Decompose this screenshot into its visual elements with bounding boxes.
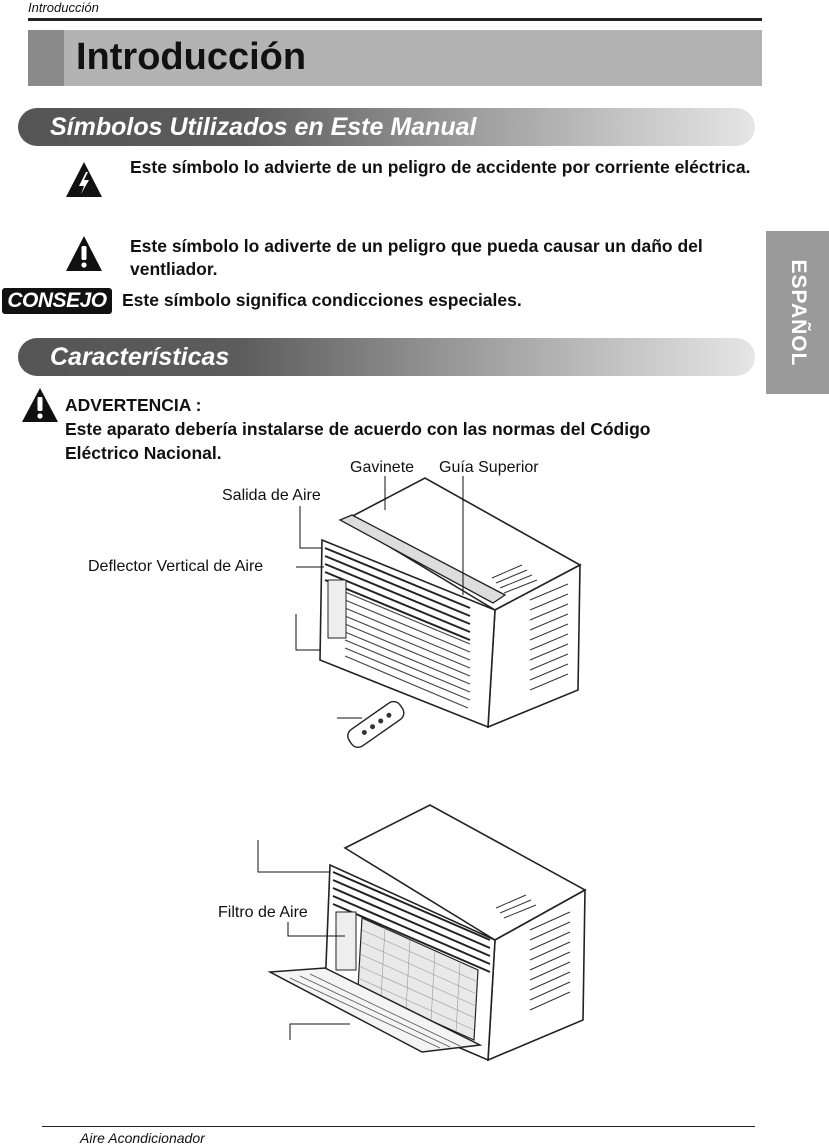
running-footer: Aire Acondicionador <box>80 1130 205 1146</box>
advertencia-line-1: Este aparato debería instalarse de acuerdo con las normas del Código <box>65 419 651 439</box>
consejo-badge: CONSEJO <box>2 288 112 314</box>
page-title: Introducción <box>76 36 307 78</box>
section-title-features: Características <box>50 343 230 371</box>
damage-warning-text: Este símbolo lo adiverte de un peligro que pueda causar un daño del ventliador. <box>130 236 703 279</box>
section-title-symbols: Símbolos Utilizados en Este Manual <box>50 113 477 141</box>
language-tab-label: ESPAÑOL <box>786 259 810 366</box>
running-header: Introducción <box>28 0 99 15</box>
label-deflector: Deflector Vertical de Aire <box>88 558 264 575</box>
electric-warning-text: Este símbolo lo advierte de un peligro de accidente por corriente eléctrica. <box>130 157 751 177</box>
label-gavinete: Gavinete <box>350 459 415 476</box>
footer-rule <box>42 1126 755 1127</box>
label-salida-aire: Salida de Aire <box>222 487 321 504</box>
consejo-text: Este símbolo significa condicciones especiales. <box>122 290 522 310</box>
advertencia-line-2: Eléctrico Nacional. <box>65 443 222 463</box>
advertencia-title: ADVERTENCIA : <box>65 395 202 415</box>
label-filtro-aire: Filtro de Aire <box>218 904 308 921</box>
label-guia-superior: Guía Superior <box>439 459 539 476</box>
